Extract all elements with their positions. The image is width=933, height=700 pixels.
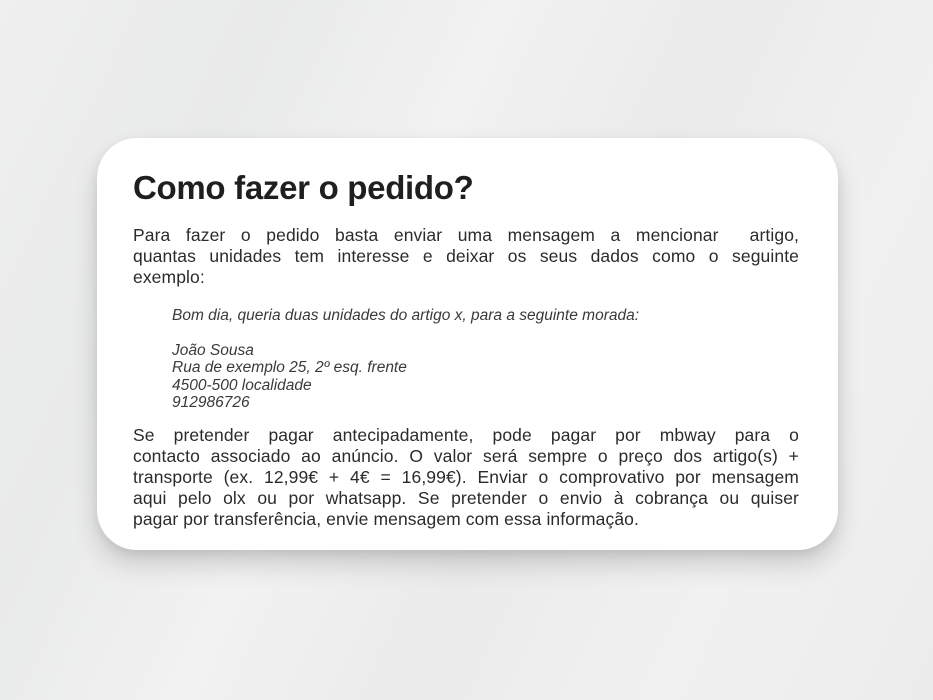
- page-title: Como fazer o pedido?: [133, 169, 474, 206]
- text-line: Se pretender pagar antecipadamente, pode pagar por mbway para o: [133, 424, 799, 445]
- text-line: exemplo:: [133, 267, 205, 287]
- text-line: 912986726: [172, 394, 250, 411]
- text-line: Para fazer o pedido basta enviar uma mensagem a mencionar artigo,: [133, 225, 799, 245]
- text-line: contacto associado ao anúncio. O valor será sempre o preço dos artigo(s) +: [133, 445, 799, 466]
- text-line: pagar por transferência, envie mensagem com essa informação.: [133, 508, 639, 529]
- text-line: 4500-500 localidade: [172, 376, 312, 394]
- payment-paragraph: [133, 425, 799, 530]
- example-address: [172, 342, 799, 412]
- order-instructions-card: [97, 138, 838, 550]
- text-line: aqui pelo olx ou por whatsapp. Se pretender o envio à cobrança ou quiser: [133, 487, 799, 508]
- text-line: quantas unidades tem interesse e deixar os seus dados como o seguinte: [133, 246, 799, 266]
- example-blank-line: [172, 325, 799, 342]
- text-line: transporte (ex. 12,99€ + 4€ = 16,99€). Enviar o comprovativo por mensagem: [133, 466, 799, 487]
- text-line: Rua de exemplo 25, 2º esq. frente: [172, 359, 407, 376]
- example-message-block: [172, 307, 799, 412]
- example-greeting: Bom dia, queria duas unidades do artigo x, para a seguinte morada:: [172, 307, 640, 324]
- intro-paragraph: [133, 225, 799, 288]
- text-line: João Sousa: [172, 341, 254, 359]
